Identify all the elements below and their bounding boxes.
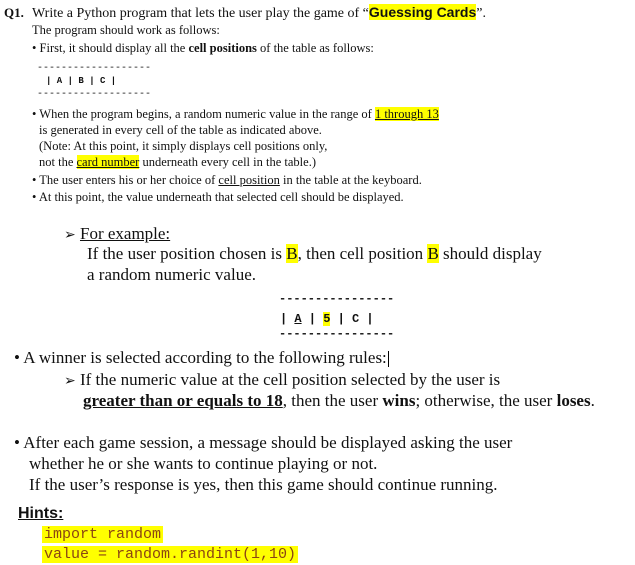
bullet-dot: • bbox=[32, 190, 37, 204]
winner-line bbox=[14, 348, 389, 368]
game-name: Guessing Cards bbox=[368, 4, 477, 20]
bullet-dot: • bbox=[32, 41, 37, 55]
rule-mid: , then the user bbox=[282, 391, 383, 410]
cell-b-value: 5 bbox=[323, 312, 331, 326]
range-highlight: 1 through 13 bbox=[374, 107, 439, 121]
code-line-1: import random bbox=[44, 526, 162, 543]
bullet-3-pre: The user enters his or her choice of bbox=[39, 173, 219, 187]
small-table-row: | A | B | C | bbox=[46, 76, 117, 86]
cell-a: A bbox=[294, 312, 302, 326]
cell-c: C bbox=[352, 312, 360, 326]
bullet-1-bold: cell positions bbox=[188, 41, 257, 55]
session-line-2: whether he or she wants to continue playing or not. bbox=[29, 454, 378, 473]
rule-end: . bbox=[590, 391, 595, 410]
bullet-4 bbox=[32, 190, 404, 205]
example-line-1 bbox=[87, 244, 542, 264]
bullet-3 bbox=[32, 173, 422, 188]
session-line-1 bbox=[14, 433, 512, 453]
title-post: ”. bbox=[476, 6, 486, 21]
card-number-highlight: card number bbox=[76, 155, 140, 169]
big-table-top-border: ---------------- bbox=[279, 292, 395, 306]
example-line-1-post: should display bbox=[438, 244, 542, 263]
rule-pre: If the numeric value at the cell position selected by the user is bbox=[79, 370, 501, 389]
bullet-dot: • bbox=[32, 107, 37, 121]
rule-condition: greater than or equals to 18 bbox=[83, 391, 283, 410]
rule-line-1 bbox=[64, 370, 500, 390]
bullet-2-line-2: is generated in every cell of the table as indicated above. bbox=[39, 123, 322, 137]
bullet-4-text: At this point, the value underneath that selected cell should be displayed. bbox=[38, 190, 404, 204]
example-line-2: a random numeric value. bbox=[87, 265, 256, 284]
bullet-2-line-4-pre: not the bbox=[39, 155, 77, 169]
arrow-bullet-icon: ➢ bbox=[64, 228, 76, 243]
bullet-3-underlined: cell position bbox=[218, 173, 280, 187]
rule-line-2 bbox=[83, 391, 595, 411]
rule-wins: wins bbox=[382, 391, 416, 410]
small-table-top-border: ------------------- bbox=[37, 63, 152, 74]
code-line-2: value = random.randint(1,10) bbox=[44, 546, 297, 563]
question-title bbox=[32, 4, 486, 22]
small-table-bottom-border: ------------------- bbox=[37, 89, 152, 100]
title-pre: Write a Python program that lets the user play the game of “ bbox=[32, 6, 369, 21]
example-line-1-mid: , then cell position bbox=[297, 244, 428, 263]
question-number: Q1. bbox=[4, 5, 24, 20]
session-text-1: After each game session, a message should be displayed asking the user bbox=[23, 433, 513, 452]
bullet-dot: • bbox=[14, 348, 20, 367]
hints-label: Hints: bbox=[18, 505, 64, 522]
arrow-bullet-icon: ➢ bbox=[64, 374, 76, 389]
bullet-1-post: of the table as follows: bbox=[256, 41, 374, 55]
position-b-highlight-2: B bbox=[427, 244, 439, 263]
bullet-2-line-3: (Note: At this point, it simply displays cell positions only, bbox=[39, 139, 328, 153]
example-heading-text: For example: bbox=[79, 224, 171, 243]
text-cursor bbox=[388, 351, 389, 367]
rule-mid-2: ; otherwise, the user bbox=[415, 391, 557, 410]
bullet-3-post: in the table at the keyboard. bbox=[279, 173, 422, 187]
bullet-1-pre: First, it should display all the bbox=[39, 41, 189, 55]
position-b-highlight: B bbox=[286, 244, 298, 263]
bullet-1 bbox=[32, 41, 374, 56]
example-heading bbox=[64, 224, 170, 244]
example-line-1-pre: If the user position chosen is bbox=[87, 244, 287, 263]
intro-line: The program should work as follows: bbox=[32, 23, 220, 37]
winner-text: A winner is selected according to the following rules: bbox=[23, 348, 387, 367]
bullet-2-line-1-pre: When the program begins, a random numeric value in the range of bbox=[39, 107, 375, 121]
bullet-2-line-4 bbox=[39, 155, 316, 170]
session-line-3: If the user’s response is yes, then this game should continue running. bbox=[29, 475, 498, 494]
big-table-bottom-border: ---------------- bbox=[279, 327, 395, 341]
bullet-dot: • bbox=[14, 433, 20, 452]
bullet-2-line-1 bbox=[32, 107, 439, 122]
bullet-dot: • bbox=[32, 173, 37, 187]
bullet-2-line-4-post: underneath every cell in the table.) bbox=[139, 155, 316, 169]
big-table-row: | A | 5 | C | bbox=[280, 312, 374, 326]
rule-loses: loses bbox=[556, 391, 591, 410]
